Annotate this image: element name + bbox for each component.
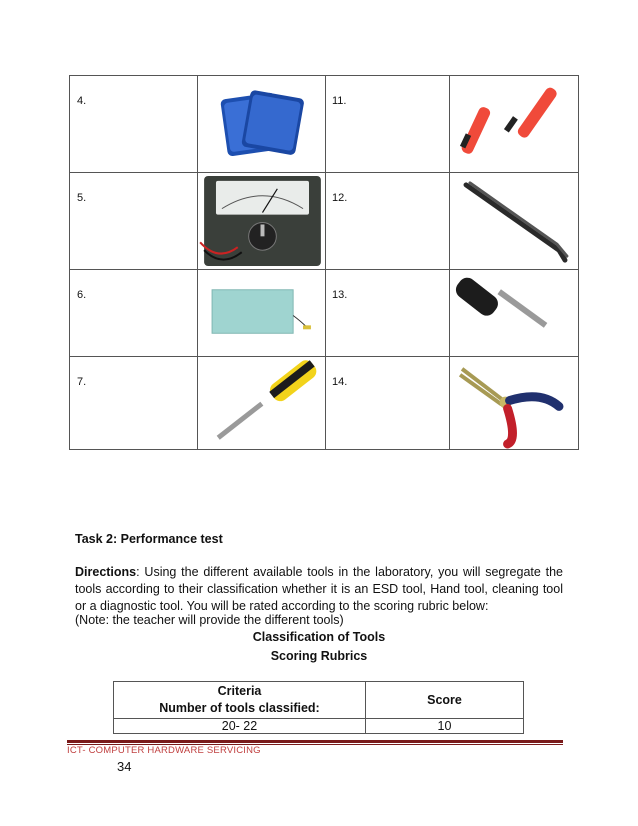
- tool-number: 7.: [70, 357, 198, 450]
- score-header: Score: [366, 682, 524, 719]
- long-nose-pliers-image: [450, 357, 579, 450]
- score-cell: 10: [366, 719, 524, 734]
- criteria-header: [114, 682, 366, 719]
- phillips-screwdriver-image: [198, 357, 326, 450]
- rubrics-heading: Scoring Rubrics: [270, 649, 368, 663]
- nut-driver-image: [450, 270, 579, 357]
- directions: [75, 564, 563, 615]
- tool-number: 14.: [326, 357, 450, 450]
- footer-course: ICT- COMPUTER HARDWARE SERVICING: [67, 745, 261, 756]
- footer-rule: [67, 740, 563, 743]
- tool-number: 6.: [70, 270, 198, 357]
- page-number: 34: [117, 759, 132, 774]
- directions-label: Directions: [75, 565, 137, 579]
- table-row: [114, 719, 524, 734]
- table-row: [70, 357, 579, 450]
- table-row: [70, 173, 579, 270]
- rubric-table: [113, 681, 524, 734]
- anti-static-mat-image: [198, 270, 326, 357]
- table-row: [70, 76, 579, 173]
- screwdriver-bits-image: [450, 76, 579, 173]
- tweezers-image: [450, 173, 579, 270]
- multimeter-image: [198, 173, 326, 270]
- tool-number: 11.: [326, 76, 450, 173]
- classification-heading: Classification of Tools: [252, 630, 386, 644]
- task-title: Task 2: Performance test: [75, 532, 223, 546]
- criteria-header-label: Criteria: [217, 684, 262, 698]
- tool-number: 13.: [326, 270, 450, 357]
- anti-static-bag-image: [198, 76, 326, 173]
- criteria-subheader: Number of tools classified:: [159, 701, 320, 715]
- table-row: [70, 270, 579, 357]
- criteria-cell: 20- 22: [114, 719, 366, 734]
- directions-text: : Using the different available tools in the laboratory, you will segregate the tools according to their classification whether it is an ESD tool, Hand tool, cleaning tool or a diagnostic tool. You will be rated according to the scoring rubric below:: [75, 565, 563, 613]
- tool-number: 5.: [70, 173, 198, 270]
- tools-table: [69, 75, 579, 450]
- tool-number: 12.: [326, 173, 450, 270]
- table-row: [114, 682, 524, 719]
- tool-number: 4.: [70, 76, 198, 173]
- note: (Note: the teacher will provide the different tools): [75, 613, 344, 627]
